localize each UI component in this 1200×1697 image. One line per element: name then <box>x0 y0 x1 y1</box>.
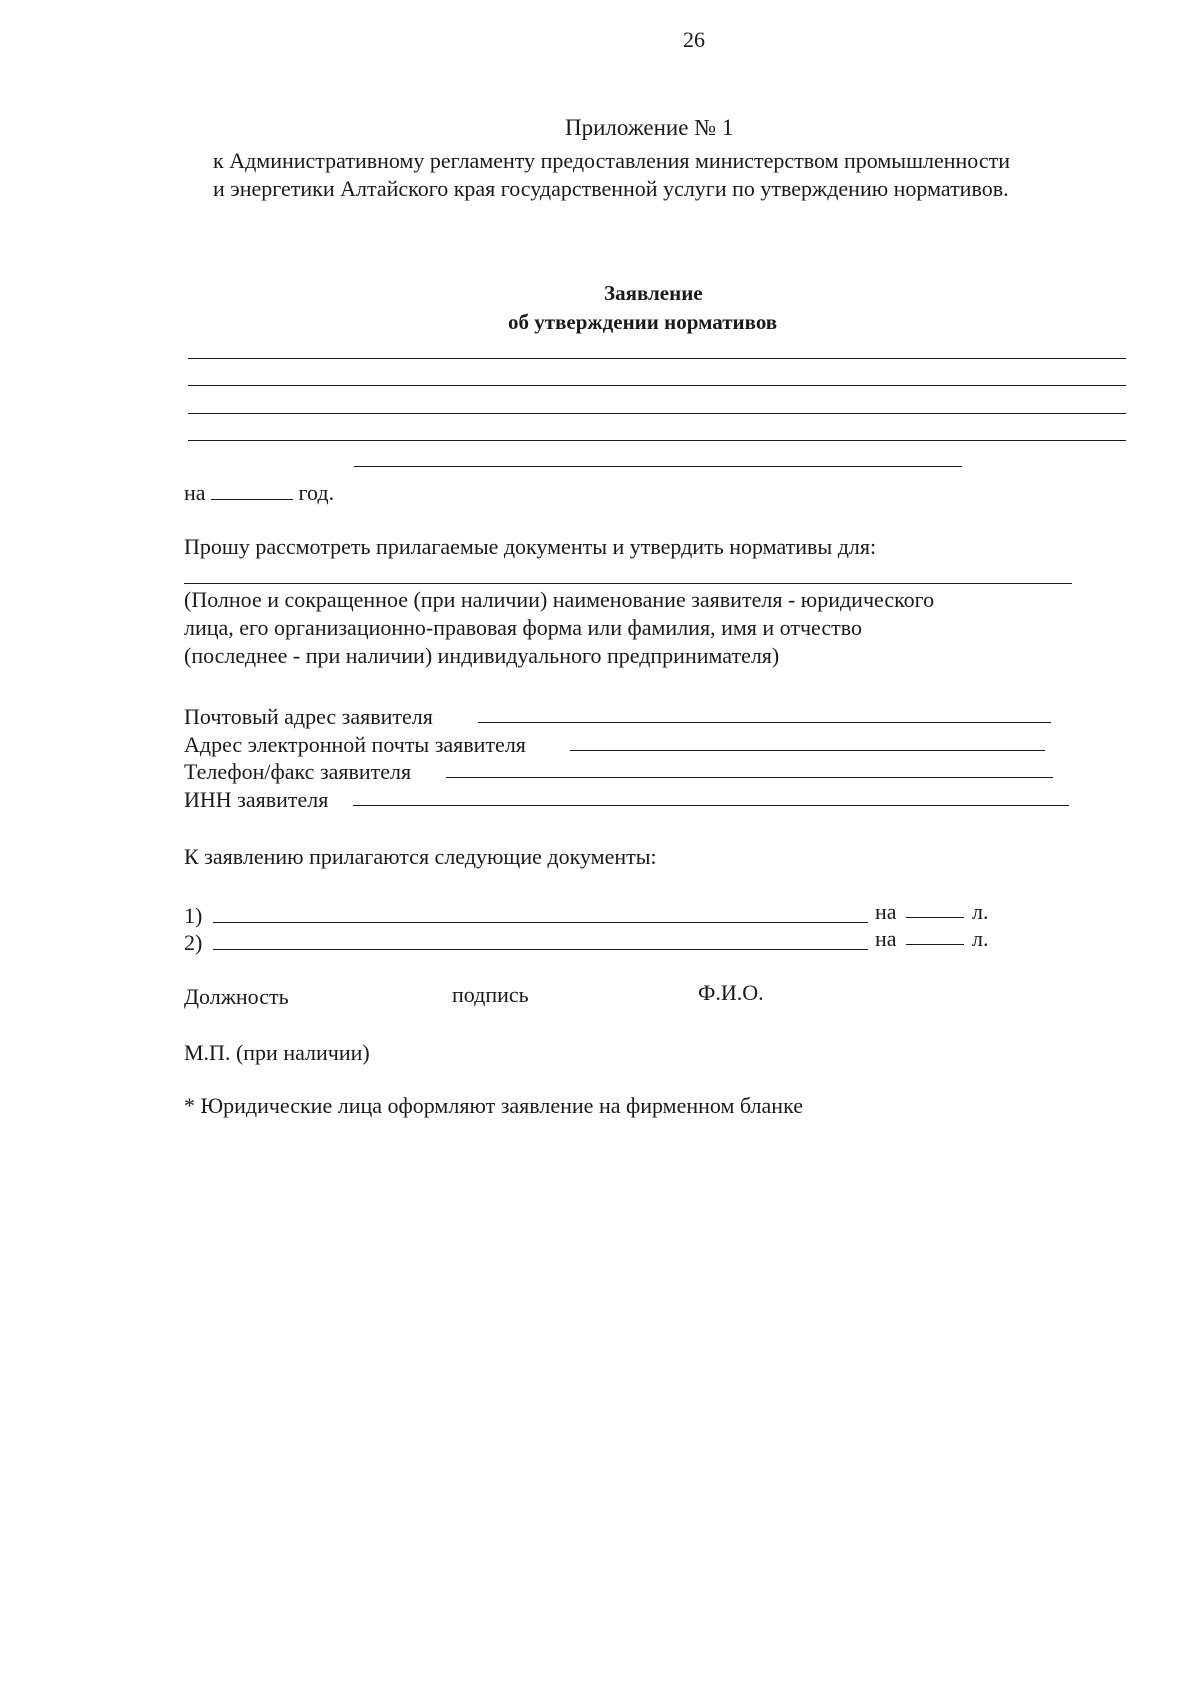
document-item-2-field[interactable] <box>213 949 868 950</box>
document-item-1-sheets: л. <box>972 899 989 924</box>
documents-intro: К заявлению прилагаются следующие документы: <box>184 844 657 869</box>
request-text: Прошу рассмотреть прилагаемые документы и утвердить нормативы для: <box>184 534 877 559</box>
stamp-label: М.П. (при наличии) <box>184 1040 370 1065</box>
signature-sign-label: подпись <box>452 982 529 1007</box>
applicant-note-line-3: (последнее - при наличии) индивидуального предпринимателя) <box>184 643 780 668</box>
document-item-1-sheets-field[interactable] <box>906 917 964 918</box>
document-item-1-number: 1) <box>184 903 203 928</box>
year-field[interactable] <box>211 479 293 500</box>
inn-label: ИНН заявителя <box>184 787 329 812</box>
blank-line-5[interactable] <box>354 466 962 467</box>
phone-label: Телефон/факс заявителя <box>184 759 412 784</box>
document-item-2-on: на <box>875 926 897 951</box>
document-item-2-sheets-field[interactable] <box>906 944 964 945</box>
blank-line-3[interactable] <box>188 413 1126 414</box>
postal-address-label: Почтовый адрес заявителя <box>184 704 433 729</box>
footnote: * Юридические лица оформляют заявление на фирменном бланке <box>184 1093 803 1118</box>
applicant-note-line-1: (Полное и сокращенное (при наличии) наименование заявителя - юридического <box>184 587 935 612</box>
email-field[interactable] <box>570 750 1045 751</box>
year-prefix: на <box>184 480 206 505</box>
phone-field[interactable] <box>446 777 1053 778</box>
appendix-line-2: и энергетики Алтайского края государственной услуги по утверждению нормативов. <box>213 176 1009 201</box>
email-label: Адрес электронной почты заявителя <box>184 732 526 757</box>
applicant-note-line-2: лица, его организационно-правовая форма или фамилия, имя и отчество <box>184 615 862 640</box>
year-suffix: год. <box>298 480 335 505</box>
document-item-2-number: 2) <box>184 930 203 955</box>
applicant-name-line[interactable] <box>184 583 1072 584</box>
signature-position-label: Должность <box>184 984 289 1009</box>
blank-line-2[interactable] <box>188 385 1126 386</box>
blank-line-4[interactable] <box>188 440 1126 441</box>
blank-line-1[interactable] <box>188 358 1126 359</box>
appendix-line-1: к Административному регламенту предоставления министерством промышленности <box>213 148 1011 173</box>
postal-address-field[interactable] <box>478 722 1051 723</box>
document-item-2-sheets: л. <box>972 926 989 951</box>
year-row <box>184 479 334 507</box>
heading-subtitle: об утверждении нормативов <box>508 310 778 334</box>
appendix-title: Приложение № 1 <box>565 115 734 140</box>
inn-field[interactable] <box>353 805 1069 806</box>
page-number: 26 <box>683 27 705 52</box>
signature-name-label: Ф.И.О. <box>698 980 764 1005</box>
document-item-1-field[interactable] <box>213 922 868 923</box>
heading-title: Заявление <box>604 281 703 305</box>
document-item-1-on: на <box>875 899 897 924</box>
